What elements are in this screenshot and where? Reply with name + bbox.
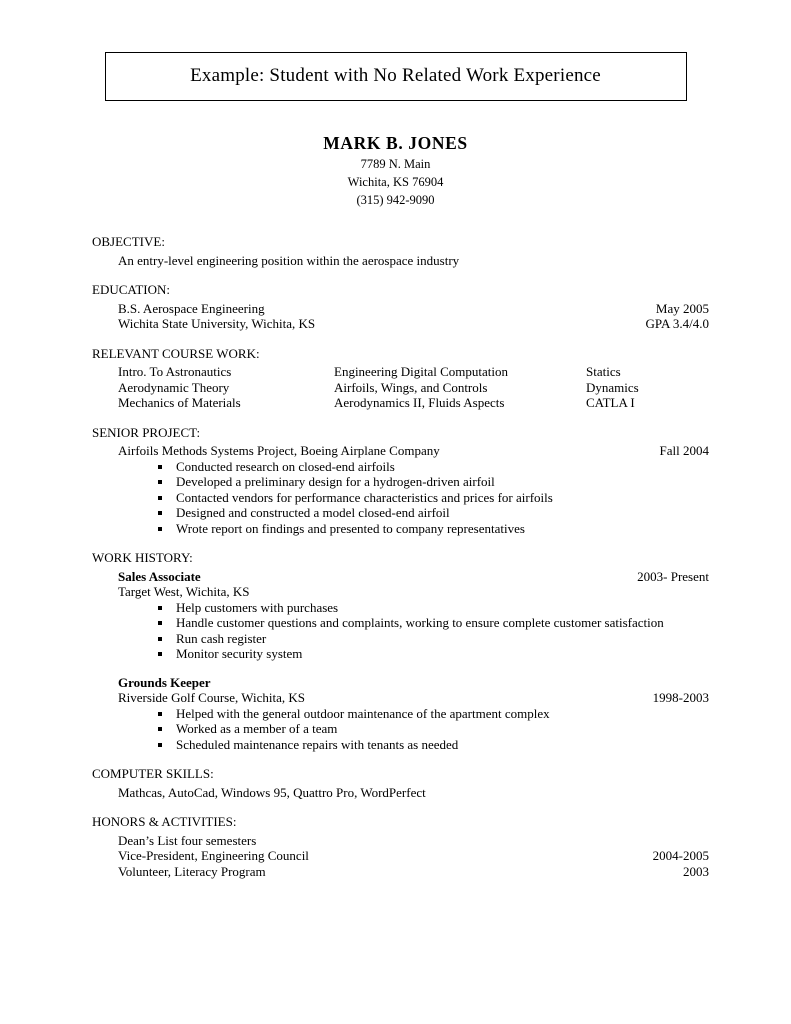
coursework-cell: CATLA I: [586, 395, 635, 410]
job-entry: [92, 675, 709, 706]
contact-header: [60, 133, 731, 208]
coursework-grid: [92, 364, 709, 411]
job-bullets: [92, 706, 709, 753]
list-item: Help customers with purchases: [158, 600, 709, 616]
list-item: [118, 864, 709, 880]
section-heading-education: EDUCATION:: [92, 282, 170, 297]
candidate-name: MARK B. JONES: [323, 133, 468, 153]
senior-project-row: [92, 443, 709, 459]
objective-text: An entry-level engineering position within the aerospace industry: [118, 252, 460, 268]
coursework-row: [118, 364, 709, 380]
education-degree: B.S. Aerospace Engineering: [118, 300, 265, 316]
job-title: Grounds Keeper: [118, 674, 211, 690]
list-item: [118, 848, 709, 864]
job-date: 1998-2003: [652, 690, 709, 705]
education-degree-date: May 2005: [655, 300, 709, 316]
education-gpa: GPA 3.4/4.0: [645, 316, 709, 331]
coursework-cell: Statics: [586, 364, 621, 379]
list-item: Helped with the general outdoor maintenance of the apartment complex: [158, 706, 709, 722]
section-heading-computer-skills: COMPUTER SKILLS:: [92, 766, 214, 781]
list-item: Conducted research on closed-end airfoils: [158, 459, 709, 475]
list-item: Contacted vendors for performance characteristics and prices for airfoils: [158, 490, 709, 506]
coursework-row: [118, 395, 709, 411]
example-title-box: [105, 52, 687, 101]
list-item: [118, 833, 709, 849]
list-item: Developed a preliminary design for a hydrogen-driven airfoil: [158, 474, 709, 490]
list-item: Run cash register: [158, 631, 709, 647]
job-employer: Riverside Golf Course, Wichita, KS: [118, 690, 305, 705]
section-heading-work-history: WORK HISTORY:: [92, 550, 193, 565]
city-state-zip-line: Wichita, KS 76904: [347, 175, 444, 189]
honors-label: Dean’s List four semesters: [118, 832, 257, 848]
list-item: Wrote report on findings and presented to company representatives: [158, 521, 709, 537]
senior-project-bullets: [92, 459, 709, 537]
example-title-text: Example: Student with No Related Work Experience: [190, 65, 601, 86]
education-degree-row: [92, 301, 709, 332]
honors-label: Vice-President, Engineering Council: [118, 848, 309, 863]
job-title: Sales Associate: [118, 568, 201, 584]
list-item: Handle customer questions and complaints, working to ensure complete customer satisfaction: [158, 615, 709, 631]
coursework-cell: Airfoils, Wings, and Controls: [334, 379, 488, 395]
list-item: Scheduled maintenance repairs with tenants as needed: [158, 737, 709, 753]
education-school: Wichita State University, Wichita, KS: [118, 316, 316, 331]
section-heading-senior-project: SENIOR PROJECT:: [92, 424, 201, 440]
coursework-cell: Dynamics: [586, 379, 639, 395]
coursework-cell: Engineering Digital Computation: [334, 364, 509, 379]
coursework-cell: Mechanics of Materials: [118, 395, 241, 410]
job-date: 2003- Present: [637, 568, 709, 584]
coursework-row: [118, 380, 709, 396]
list-item: Monitor security system: [158, 646, 709, 662]
senior-project-title: Airfoils Methods Systems Project, Boeing Airplane Company: [118, 443, 440, 458]
resume-body: [60, 234, 731, 879]
coursework-cell: Aerodynamic Theory: [118, 379, 230, 395]
job-employer: Target West, Wichita, KS: [118, 584, 250, 599]
section-heading-objective: OBJECTIVE:: [92, 234, 165, 249]
list-item: Designed and constructed a model closed-end airfoil: [158, 505, 709, 521]
honors-date: 2003: [683, 863, 709, 879]
honors-list: [92, 833, 709, 880]
coursework-cell: Aerodynamics II, Fluids Aspects: [334, 395, 505, 410]
list-item: Worked as a member of a team: [158, 721, 709, 737]
job-entry: [92, 569, 709, 600]
phone-line: (315) 942-9090: [356, 193, 435, 207]
section-heading-honors: HONORS & ACTIVITIES:: [92, 814, 237, 829]
address-line: 7789 N. Main: [360, 157, 431, 171]
job-bullets: [92, 600, 709, 662]
senior-project-date: Fall 2004: [659, 443, 709, 458]
computer-skills-text: Mathcas, AutoCad, Windows 95, Quattro Pro, WordPerfect: [118, 784, 426, 800]
section-heading-coursework: RELEVANT COURSE WORK:: [92, 345, 260, 361]
honors-label: Volunteer, Literacy Program: [118, 863, 266, 879]
coursework-cell: Intro. To Astronautics: [118, 364, 232, 379]
honors-date: 2004-2005: [652, 848, 709, 863]
